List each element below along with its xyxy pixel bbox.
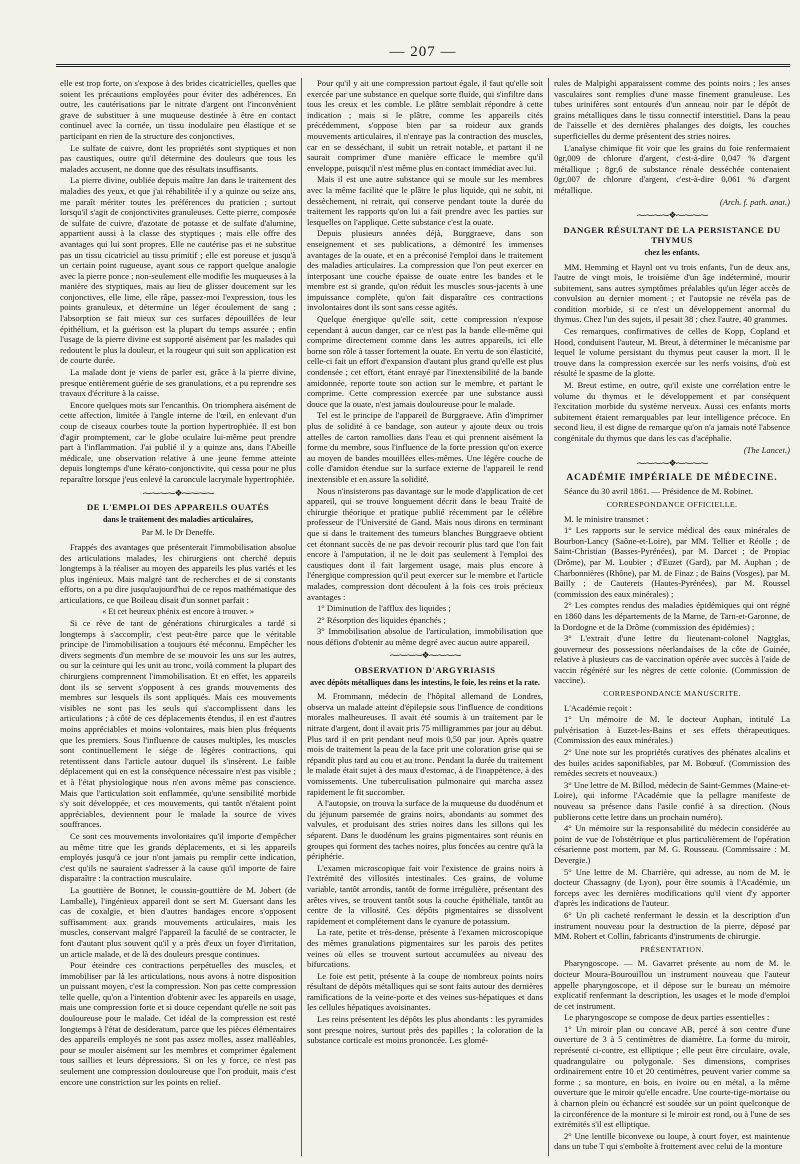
paragraph: L'Académie reçoit : <box>564 702 632 713</box>
source-citation: (The Lancet.) <box>743 444 790 455</box>
paragraph: Le sulfate de cuivre, dont les propriétés sont styptiques et non pas caustiques, outre qu'il détermine des douleurs que tous les malades accusent, ne donne que des résultats insuffisants. <box>60 142 296 174</box>
paragraph: Si ce rêve de tant de générations chirurgicales a tardé si longtemps à s'accomplir, c'est peut-être parce que le véritable principe de l'immobilisation a toujours été méconnu. Empêcher les divers segments d'un membre de se mouvoir les uns sur les autres, ou sur la ceinture qui les unit au tronc, voilà comment la plupart des chirurgiens comprennent l'immobilisation. Et en effet, les appareils dont ils se servent s'opposent à ces grands mouvements des membres sur lesquels ils sont appliqués. Mais ces mouvements visibles ne sont pas les seuls qui s'accomplissent dans les articulations ; à côté de ces déplacements étendus, il en est d'autres moins appréciables et moins volontaires, mais bien plus fréquents que les premiers. Sous l'influence de causes multiples, les muscles sont continuellement le siége de légères contractions, qui retentissent dans l'article autour duquel ils s'insèrent. Le faible déplacement qui en est la conséquence nécessaire n'est pas visible ; et à l'état physiologique nous n'en avons même pas conscience. Mais que l'articulation soit enflammée, qu'une sensibilité morbide s'y soit développée, et ces mouvements, qui tantôt n'étaient point appréciables, deviennent pour le malade la source de vives souffrances. <box>60 618 296 830</box>
article-title: DANGER RÉSULTANT DE LA PERSISTANCE DU THYMUS <box>563 224 781 246</box>
paragraph: M. Breut estime, en outre, qu'il existe une corrélation entre le volume du thymus et le développement et par conséquent l'excitation morbide du système nerveux. Aussi ces enfants morts subitement étaient remarquables par leur intelligence précoce. En second lieu, il est digne de remarque qu'on n'a jamais noté l'absence congénitale du thymus que dans les cas d'acéphalie. <box>554 380 790 443</box>
ornament-divider: ⁓⁓⁓⁓❖⁓⁓⁓⁓ <box>636 210 708 221</box>
paragraph: 1° Un mémoire de M. le docteur Auphan, intitulé La pulvérisation à Euzet-les-Bains et ses effets thérapeutiques. (Commission des eaux minérales.) <box>554 714 790 746</box>
paragraph: rules de Malpighi apparaissent comme des points noirs ; les anses vasculaires sont remplies d'une masse finement granuleuse. Les tubes urinifères sont entourés d'un anneau noir par le dépôt de grains métalliques dans le tissu connectif interstitiel. Dans la peau de l'aisselle et des dernières phalanges des doigts, les couches superficielles du derme présentent des stries noires. <box>554 78 790 141</box>
paragraph: Le foie est petit, présente à la coupe de nombreux points noirs résultant de dépôts métalliques qui se sont faits autour des dernières ramifications de la veine-porte et des veines sus-hépatiques et dans les cellules hépatiques avoisinantes. <box>307 970 543 1013</box>
paragraph: 3° L'extrait d'une lettre du lieutenant-colonel Nagtglas, gouverneur des possessions néerlandaises de la côte de Guinée, relative à plusieurs cas de vaccination opérée avec succès à l'aide de vaccin régénéré sur les nègres de cette colonie. (Commission de vaccine). <box>554 633 790 686</box>
paragraph: 3° Une lettre de M. Billod, médecin de Saint-Gemmes (Maine-et-Loire), qui informe l'Académie que la pellagre manifeste de nouveau sa présence dans l'asile confié à sa direction. (Nous publierons cette lettre dans un prochain numéro). <box>554 779 790 822</box>
column-2 <box>307 78 543 1156</box>
paragraph: Depuis plusieurs années déjà, Burggraeve, dans son enseignement et ses publications, a démontré les immenses avantages de la ouate, et en a préconisé l'emploi dans le traitement des maladies articulaires. La compression que l'on peut exercer en interposant une couche épaisse de ouate entre les bandes et le membre est si grande, qu'on réduit les muscles sous-jacents à une impuissance complète, qu'on fait disparaître ces contractions involontaires dont ils sont sans cesse agités. <box>307 228 543 313</box>
paragraph: Quelque énergique qu'elle soit, cette compression n'expose cependant à aucun danger, car ce n'est pas la bande elle-même qui comprime directement comme dans les autres appareils, ici elle borne son rôle à tasser fortement la ouate. En vertu de son élasticité, celle-ci fait un effort d'expansion d'autant plus grand qu'elle est plus condensée ; cet effort, étant enrayé par l'inextensibilité de la bande amidonnée, reporte toute son action sur le membre, et partant le comprime. Cette compression exercée par une substance aussi douce que la ouate, n'est jamais douloureuse pour le malade. <box>307 314 543 409</box>
paragraph: 1° Les rapports sur le service médical des eaux minérales de Bourbon-Lancy (Saône-et-Loire), par MM. Tellier et Réolle ; de Saint-Christian (Basses-Pyrénées), par M. Darcet ; de Propiac (Drôme), par M. Loubier ; d'Euzet (Gard), par M. Auphan ; de Charbonnières (Rhône), par M. de Finaz ; de Bains (Vosges), par M. Bailly ; de Cauterets (Hautes-Pyrénées), par M. Roussel (commission des eaux minérales) ; <box>554 525 790 599</box>
paragraph: MM. Hemming et Haynl ont vu trois enfants, l'un de deux ans, l'autre de vingt mois, le troisième d'un âge indéterminé, mourir subitement, sans autres symptômes préalables qu'un léger accès de convulsion au dernier moment ; et l'autopsie ne révéla pas de condition morbide, si ce n'est un développement anormal du thymus. Chez l'un des sujets, il pesait 38 ; chez l'autre, 40 grammes. <box>554 261 790 325</box>
ornament-divider: ⁓⁓⁓⁓❖⁓⁓⁓⁓ <box>389 650 461 661</box>
column-divider <box>301 78 302 1156</box>
paragraph: M. Frommann, médecin de l'hôpital allemand de Londres, observa un malade atteint d'épilepsie sous l'influence de conditions morales malheureuses. Il avait été soumis à un traitement par le nitrate d'argent, dont il avait pris 75 milligrammes par jour au début. Plus tard il en prit pendant neuf mois 0,50 par jour. Après quatre mois de traitement la peau de la face prit une coloration grise qui se répandit plus tard au cou et au tronc. Pendant la durée du traitement le malade était sujet à des maux d'estomac, à de l'inappétence, à des vomissements. Une tuberculisation pulmonaire qui marcha assez rapidement le fit succomber. <box>307 691 543 797</box>
paragraph: L'examen microscopique fait voir l'existence de grains noirs à l'extrémité des villosités intestinales. Ces grains, de volume variable, tantôt arrondis, tantôt de forme irrégulière, présentant des arêtes vives, se trouvent tantôt sous la couche épithéliale, tantôt au centre de la villosité. Ces dépôts pigmentaires se dissolvent rapidement et complétement dans le cyanure de potassium. <box>307 862 543 926</box>
paragraph: 5° Une lettre de M. Charrière, qui adresse, au nom de M. le docteur Chassagny (de Lyon), pour être soumis à l'Académie, un forceps avec les dernières modifications qu'il vient d'y apporter d'après les indications de l'auteur. <box>554 866 790 909</box>
paragraph: M. le ministre transmet : <box>564 513 649 524</box>
paragraph: La pierre divine, oubliée depuis maître Jan dans le traitement des maladies des yeux, et que j'ai réhabilitée il y a quinze ou seize ans, me paraît mériter toutes les préférences du praticien ; surtout lorsqu'il s'agit de conjonctivites granuleuses. Cette pierre, composée de sulfate de cuivre, d'azotate de potasse et de sulfate d'alumine, appartient aussi à la classe des styptiques ; mais elle offre des avantages qui lui sont propres. Elle ne cautérise pas et ne substitue pas un tissu cicatriciel au tissu primitif ; elle est poreuse et jusqu'à un certain point rugueuse, ayant sous ce rapport quelque analogie avec la pierre ponce ; non-seulement elle modifie les muqueuses à la manière des styptiques, mais au lieu de glisser doucement sur les conjonctives, elle lime, elle râpe, passez-moi l'expression, tous les points granuleux, et détermine un léger écoulement de sang ; l'absorption se fait mieux sur ces surfaces dépouillées de leur épithélium, et la guérison est la plupart du temps assurée ; enfin l'usage de la pierre divine est supporté aisément par les malades qui redoutent le plus la douleur, et la rougeur qui suit son application est de courte durée. <box>60 175 296 366</box>
article-subtitle: dans le traitement des maladies articulaires, <box>102 514 254 524</box>
paragraph: Ces remarques, confirmatives de celles de Kopp, Copland et Hood, conduisent l'auteur, M. Breut, à déterminer le mécanisme par lequel le volume persistant du thymus peut causer la mort. Il le trouve dans la compression exercée sur les nerfs voisins, d'où est résulté le spasme de la glotte. <box>554 326 790 379</box>
paragraph: Pharyngoscope. — M. Gavarret présente au nom de M. le docteur Moura-Bourouillou un instrument nouveau que l'auteur appelle pharyngoscope, et il dépose sur le bureau un mémoire explicatif renfermant la description, les usages et le mode d'emploi de cet instrument. <box>554 958 790 1011</box>
paragraph: Le pharyngoscope se compose de deux parties essentielles : <box>564 1012 770 1023</box>
section-subheading: CORRESPONDANCE MANUSCRITE. <box>603 689 741 699</box>
paragraph: L'analyse chimique fit voir que les grains du foie renfermaient 0gr,009 de chlorure d'argent, c'est-à-dire 0,047 % d'argent métallique ; 8gr,6 de substance rénale desséchée contenaient 0gr,007 de chlorure d'argent, c'est-à-dire 0,061 % d'argent métallique. <box>554 142 790 195</box>
article-title: DE L'EMPLOI DES APPAREILS OUATÉS <box>86 502 270 513</box>
list-item: 1° Diminution de l'afflux des liquides ; <box>317 603 451 614</box>
page-number: — 207 — <box>389 44 457 60</box>
ornament-divider: ⁓⁓⁓⁓❖⁓⁓⁓⁓ <box>636 458 708 469</box>
column-divider <box>548 78 549 1156</box>
column-3 <box>554 78 790 1156</box>
article-author: Par M. le Dr Deneffe. <box>141 528 215 538</box>
article-title: OBSERVATION D'ARGYRIASIS <box>354 665 496 676</box>
header-rule <box>56 64 790 67</box>
paragraph: Ce sont ces mouvements involontaires qu'il importe d'empêcher au même titre que les grands déplacements, et si les appareils employés jusqu'à ce jour n'ont jamais pu remplir cette indication, c'est qu'ils ne sauraient s'adresser à la cause qu'il importe de faire disparaître : la contraction musculaire. <box>60 830 296 884</box>
paragraph: Encore quelques mots sur l'encanthis. On triomphera aisément de cette affection, limitée à l'angle interne de l'œil, en enlevant d'un coup de ciseaux courbes toute la portion hypertrophiée. Il est bon d'agir promptement, car le globe oculaire lui-même peut prendre part à l'inflammation. J'ai publié il y a quinze ans, dans l'Abeille médicale, une observation relative à une jeune femme atteinte depuis longtemps d'une kérato-conjonctivite, qui cessa pour ne plus reparaître lorsque j'eus enlevé la caroncule lacrymale hypertrophiée. <box>60 399 296 484</box>
paragraph: La rate, petite et très-dense, présente à l'examen microscopique des mêmes granulations pigmentaires sur les parois des petites veines où elles se trouvent surtout accumulées au niveau des bifurcations. <box>307 927 543 970</box>
paragraph: La malade dont je viens de parler est, grâce à la pierre divine, presque entièrement guérie de ses granulations, et a pu reprendre ses travaux d'écriture à la caisse. <box>60 367 296 399</box>
paragraph: Pour éteindre ces contractions perpétuelles des muscles, et immobiliser par là les articulations, nous avons à notre disposition un puissant moyen, c'est la compression. Non pas cette compression telle quelle, qu'on a l'intention d'obtenir avec les appareils en usage, mais une compression forte et si douce cependant qu'elle ne soit pas douloureuse pour le malade. Cet idéal de la compression est resté longtemps à l'état de desideratum, parce que les pièces élémentaires des appareils employés ne sont pas assez molles, assez malléables, pour se mouler aisément sur les membres et comprimer également tous saillies et leurs dépressions. Si on les y force, ce n'est pas seulement une compression douloureuse que l'on produit, mais c'est encore une constriction sur les points en relief. <box>60 960 296 1087</box>
list-item: 2° Résorption des liquides épanchés ; <box>317 614 446 625</box>
page-header <box>56 40 790 70</box>
paragraph: 4° Un mémoire sur la responsabilité du médecin considérée au point de vue de l'obstétrique et plus particulièrement de l'opération césarienne post mortem, par M. G. Rousseau. (Commissaire : M. Devergie.) <box>554 823 790 865</box>
ornament-divider: ⁓⁓⁓⁓❖⁓⁓⁓⁓ <box>142 487 214 498</box>
paragraph: Pour qu'il y ait une compression partout égale, il faut qu'elle soit exercée par une substance en quelque sorte fluide, qui s'infiltre dans tous les creux et les comble. Le plâtre semblait répondre à cette indication ; mais si le plâtre, comme les appareils cités précédemment, s'oppose bien par sa roideur aux grands mouvements articulaires, il n'enraye pas la contraction des muscles, car en se desséchant, il subit un retrait notable, et partant il ne saurait comprimer d'une manière efficace le membre qu'il enveloppe, puisqu'il n'est même plus en contact immédiat avec lui. <box>307 78 543 173</box>
paragraph: elle est trop forte, on s'expose à des brides cicatricielles, quelles que soient les précautions employées pour éviter des adhérences. En outre, les cautérisations par le nitrate d'argent ont l'inconvénient grave de substituer à une muqueuse destinée à être en contact continuel avec la cornée, un tissu inodulaire peu élastique et se participant en rien de la structure des conjonctives. <box>60 78 296 141</box>
paragraph: Tel est le principe de l'appareil de Burggraeve. Afin d'imprimer plus de solidité à ce bandage, son auteur y ajoute deux ou trois attelles de carton ramollies dans l'eau et qui prennent aisément la forme du membre, sous l'influence de la forte pression qu'on exerce au moyen de bandes mouillées elles-mêmes. Une légère couche de colle d'amidon étendue sur la surface externe de l'appareil le rend inextensible et en assure la solidité. <box>307 410 543 484</box>
paragraph: 1° Un miroir plan ou concave AB, percé à son centre d'une ouverture de 3 à 5 centimètres de diamètre. La forme du miroir, représenté ci-contre, est elliptique ; elle peut être circulaire, ovale, quadrangulaire ou polygonale. Ses dimensions, comprises ordinairement entre 10 et 20 centimètres, peuvent varier comme sa forme ; sa monture, en bois, en ivoire ou en métal, a la même ouverture que le miroir qu'elle encadre. Une courte-tige-mortaise ou à charnon plein ou échancré est soudée sur un point quelconque de la circonférence de la monture si le miroir est rond, ou à l'une de ses extrémités s'il est elliptique. <box>554 1023 790 1130</box>
source-citation: (Arch. f. path. anat.) <box>719 196 790 207</box>
paragraph: Frappés des avantages que présenterait l'immobilisation absolue des articulations malades, les chirurgiens ont cherché depuis longtemps à la réaliser au moyen des appareils les plus variés et les plus ingénieux. Mais malgré tant de recherches et de si constants efforts, on a pu dire jusqu'aujourd'hui de ce repos mathématique des articulations, ce que Boileau disait d'un sonnet parfait : <box>60 541 296 605</box>
column-1 <box>60 78 296 1156</box>
paragraph: Les reins présentent les dépôts les plus abondants : les pyramides sont presque noires, surtout près des papilles ; la coloration de la substance corticale est moins prononcée. Les glomé- <box>307 1014 543 1046</box>
paragraph: 2° Une lentille biconvexe ou loupe, à court foyer, est maintenue dans un tube T qui s'emboîte à frottement avec celui de la monture <box>554 1130 790 1152</box>
paragraph: Mais il est une autre substance qui se moule sur les membres avec la même facilité que le plâtre le plus liquide, qui ne subit, ni dessèchement, ni retrait, qui conserve pendant toute la durée du traitement les rapports qu'on lui a fait prendre avec les parties sur lesquelles on l'applique. Cette substance c'est la ouate. <box>307 174 543 227</box>
article-subtitle: avec dépôts métalliques dans les intestins, le foie, les reins et la rate. <box>310 677 540 687</box>
paragraph: A l'autopsie, on trouva la surface de la muqueuse du duodénum et du jéjunum parsemée de grains noirs, abondants au sommet des valvules, et produisant des stries noires dans les sillons qui les séparent. Dans le duodénum les grains pigmentaires sont réunis en groupes qui forment des taches noires, plus foncées au centre qu'à la périphérie. <box>307 798 543 862</box>
section-title: ACADÉMIE IMPÉRIALE DE MÉDECINE. <box>566 472 778 483</box>
section-subheading: PRÉSENTATION. <box>640 944 704 954</box>
page-columns <box>60 78 790 1156</box>
paragraph: 2° Une note sur les propriétés curatives des phénates alcalins et des huiles acides saponifiables, par M. Bobœuf. (Commission des remèdes secrets et nouveaux.) <box>554 747 790 779</box>
section-subheading: CORRESPONDANCE OFFICIELLE. <box>606 499 738 509</box>
paragraph: Séance du 30 avril 1861. — Présidence de M. Robinet. <box>564 486 754 497</box>
paragraph: Nous n'insisterons pas davantage sur le mode d'application de cet appareil, qui se trouve longuement décrit dans le beau Traité de chirurgie théorique et pratique publié récemment par le célèbre professeur de l'Université de Gand. Mais nous dirons en terminant que si dans le traitement des tumeurs blanches Burggraeve obtient cet étonnant succès de ne pas devoir recourir plus tard que l'on fait encore à l'amputation, il ne le doit pas seulement à l'emploi des caustiques dont il fait largement usage, mais plus encore à l'énergique compression qu'il peut exercer sur le membre et l'article malades, compression dont découlent à la fois ces trois précieux avantages : <box>307 485 543 602</box>
list-item: 3° Immobilisation absolue de l'articulation, immobilisation que nous défions d'obtenir au même degré avec aucun autre appareil. <box>307 626 543 647</box>
article-subtitle: chez les enfants. <box>644 247 700 257</box>
paragraph: 2° Les comptes rendus des maladies épidémiques qui ont régné en 1860 dans les départements de la Marne, de Tarn-et-Garonne, de la Dordogne et de la Drôme (commission des épidémies) ; <box>554 600 790 632</box>
paragraph: La gouttière de Bonnet, le coussin-gouttière de M. Jobert (de Lamballe), l'ingénieux appareil dont se sert M. Guersant dans les cas de coxalgie, et bien d'autres bandages encore s'opposent suffisamment aux grands mouvements articulaires, mais les muscles, conservant malgré l'appareil la faculté de se contracter, le font d'autant plus souvent qu'il y a près d'eux un foyer d'irritation, un article malade, et de là des douleurs presque continues. <box>60 884 296 959</box>
paragraph: 6° Un pli cacheté renfermant le dessin et la description d'un instrument nouveau pour la destruction de la pierre, déposé par MM. Robert et Collin, fabricants d'instruments de chirurgie. <box>554 909 790 942</box>
quote: « Et cet heureux phénix est encore à trouver. » <box>102 606 254 616</box>
